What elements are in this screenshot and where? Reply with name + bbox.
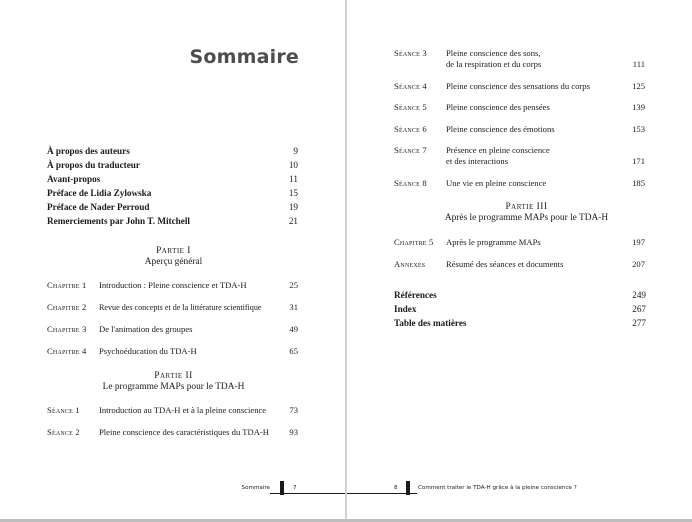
toc-entry[interactable]: [47, 302, 298, 326]
toc-entry[interactable]: [394, 259, 645, 283]
toc-entry-page: 277: [632, 318, 646, 328]
toc-entry[interactable]: [47, 280, 298, 304]
toc-entry[interactable]: [394, 145, 645, 169]
toc-entry-label: À propos des auteurs: [47, 146, 130, 156]
part-number: Partie III: [505, 202, 548, 212]
footer-rule: [270, 493, 345, 494]
toc-entry-kind: Chapitre 2: [47, 302, 87, 312]
toc-entry-title: Résumé des séances et documents: [446, 259, 564, 269]
toc-entry-kind: Séance 8: [394, 178, 427, 188]
toc-entry-page: 19: [288, 202, 298, 212]
toc-entry-page: 73: [289, 405, 298, 415]
part-subtitle: Le programme MAPs pour le TDA-H: [102, 382, 245, 392]
toc-entry-label: Remerciements par John T. Mitchell: [47, 216, 190, 226]
toc-entry-page: 10: [288, 160, 298, 170]
toc-entry-page: 207: [632, 259, 645, 269]
toc-entry-kind: Séance 3: [394, 48, 427, 58]
toc-entry[interactable]: [394, 290, 646, 304]
toc-entry-kind: Séance 6: [394, 124, 427, 134]
toc-entry-label: Préface de Lidia Zylowska: [47, 188, 152, 198]
toc-entry-label: Table des matières: [394, 318, 467, 328]
toc-entry-kind: Annexes: [394, 259, 426, 269]
toc-entry-title-line1: Présence en pleine conscience: [446, 145, 550, 155]
toc-entry-page: 185: [632, 178, 645, 188]
toc-entry-page: 249: [632, 290, 646, 300]
toc-entry-page: 25: [289, 280, 298, 290]
left-page: [0, 0, 345, 522]
toc-entry-page: 49: [289, 324, 298, 334]
toc-entry-page: 11: [289, 174, 298, 184]
toc-entry-page: 15: [288, 188, 298, 198]
toc-entry-title: Après le programme MAPs: [446, 237, 541, 247]
toc-entry-kind: Séance 1: [47, 405, 80, 415]
toc-entry-title-line2: de la respiration et du corps: [446, 59, 542, 69]
toc-entry[interactable]: [47, 346, 298, 370]
toc-entry-kind: Chapitre 5: [394, 237, 434, 247]
folio: 8: [394, 485, 398, 491]
toc-entry[interactable]: [47, 427, 298, 451]
toc-entry-title-line2: et des interactions: [446, 156, 509, 166]
toc-entry-page: 125: [632, 81, 645, 91]
part-3-heading: [394, 202, 659, 224]
running-head: Comment traiter le TDA-H grâce à la pleine conscience ?: [418, 485, 577, 491]
toc-entry[interactable]: [47, 202, 300, 216]
toc-entry-page: 197: [632, 237, 645, 247]
footer-rule: [347, 493, 417, 494]
toc-entry-title: Psychoéducation du TDA-H: [99, 346, 197, 356]
toc-entry-title: De l'animation des groupes: [99, 324, 193, 334]
toc-entry-label: Avant-propos: [47, 174, 101, 184]
right-page: [347, 0, 692, 522]
toc-entry-label: Préface de Nader Perroud: [47, 202, 150, 212]
toc-entry-page: 111: [632, 59, 645, 69]
toc-entry[interactable]: [47, 146, 300, 160]
toc-entry[interactable]: [47, 188, 300, 202]
toc-entry-title: Pleine conscience des pensées: [446, 102, 550, 112]
toc-entry-page: 153: [632, 124, 645, 134]
toc-entry[interactable]: [394, 48, 645, 72]
page-title: Sommaire: [189, 46, 299, 68]
toc-entry[interactable]: [394, 102, 645, 126]
toc-entry[interactable]: [394, 304, 646, 318]
toc-entry[interactable]: [47, 216, 300, 230]
toc-entry-title: Introduction au TDA-H et à la pleine conscience: [99, 405, 267, 415]
toc-entry-label: À propos du traducteur: [47, 160, 140, 170]
toc-entry-label: Références: [394, 290, 437, 300]
toc-entry-title: Une vie en pleine conscience: [446, 178, 547, 188]
toc-entry-kind: Séance 7: [394, 145, 427, 155]
toc-entry[interactable]: [47, 160, 300, 174]
toc-entry-page: 171: [632, 156, 645, 166]
toc-entry-page: 9: [293, 146, 298, 156]
part-number: Partie II: [154, 371, 193, 381]
part-2-heading: [47, 371, 300, 393]
toc-entry[interactable]: [47, 324, 298, 348]
toc-entry-page: 31: [289, 302, 298, 312]
toc-entry-page: 93: [289, 427, 298, 437]
toc-entry-kind: Séance 4: [394, 81, 427, 91]
toc-entry-kind: Chapitre 4: [47, 346, 87, 356]
toc-entry-label: Index: [394, 304, 417, 314]
part-number: Partie I: [156, 246, 191, 256]
toc-entry-page: 21: [288, 216, 298, 226]
running-head: Sommaire: [241, 485, 270, 491]
toc-entry-page: 65: [289, 346, 298, 356]
folio: 7: [293, 485, 297, 491]
toc-entry[interactable]: [394, 178, 645, 202]
toc-entry-title-line1: Pleine conscience des sons,: [446, 48, 541, 58]
right-footer: [394, 481, 624, 495]
toc-entry-kind: Chapitre 3: [47, 324, 87, 334]
toc-entry-page: 267: [632, 304, 646, 314]
toc-entry[interactable]: [394, 237, 645, 261]
part-subtitle: Après le programme MAPs pour le TDA-H: [444, 213, 609, 223]
toc-entry-title: Pleine conscience des sensations du corps: [446, 81, 590, 91]
toc-entry[interactable]: [47, 174, 300, 188]
toc-entry-title: Pleine conscience des caractéristiques du TDA-H: [99, 427, 269, 437]
part-1-heading: [47, 246, 300, 268]
toc-entry-title: Introduction : Pleine conscience et TDA-H: [99, 280, 247, 290]
toc-entry[interactable]: [394, 318, 646, 332]
toc-entry-kind: Séance 5: [394, 102, 427, 112]
toc-entry-kind: Séance 2: [47, 427, 80, 437]
toc-entry-kind: Chapitre 1: [47, 280, 87, 290]
toc-entry-title: Revue des concepts et de la littérature scientifique: [99, 303, 262, 312]
toc-entry[interactable]: [47, 405, 298, 429]
toc-entry-page: 139: [632, 102, 645, 112]
part-subtitle: Aperçu général: [144, 257, 203, 267]
toc-entry-title: Pleine conscience des émotions: [446, 124, 555, 134]
